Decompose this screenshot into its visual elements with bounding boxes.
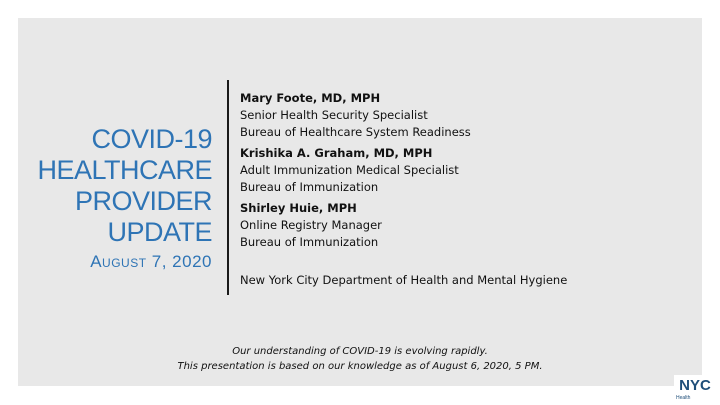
department-name: New York City Department of Health and Mental Hygiene xyxy=(240,273,568,287)
logo-subtext: Health xyxy=(676,395,691,401)
title-line-2: HEALTHCARE xyxy=(37,155,212,185)
title-line-1: COVID-19 xyxy=(91,124,212,154)
disclaimer-line-2: This presentation is based on our knowledge as of August 6, 2020, 5 PM. xyxy=(177,361,543,372)
title-line-4: UPDATE xyxy=(107,217,212,247)
speaker-bureau: Bureau of Immunization xyxy=(240,235,379,249)
speaker-role: Online Registry Manager xyxy=(240,218,382,232)
disclaimer-line-1: Our understanding of COVID-19 is evolving rapidly. xyxy=(232,346,488,357)
speaker-name: Krishika A. Graham, MD, MPH xyxy=(240,146,433,160)
slide-title xyxy=(37,124,212,248)
presentation-date: August 7, 2020 xyxy=(90,252,212,271)
speaker-item xyxy=(240,200,471,251)
logo-text: NYC xyxy=(679,377,711,394)
speaker-role: Senior Health Security Specialist xyxy=(240,108,428,122)
speaker-bureau: Bureau of Immunization xyxy=(240,180,379,194)
speaker-bureau: Bureau of Healthcare System Readiness xyxy=(240,125,471,139)
speaker-name: Shirley Huie, MPH xyxy=(240,201,357,215)
nyc-health-logo-icon xyxy=(674,375,716,401)
speaker-role: Adult Immunization Medical Specialist xyxy=(240,163,459,177)
vertical-divider xyxy=(227,80,229,295)
disclaimer xyxy=(18,344,702,374)
speaker-item xyxy=(240,90,471,141)
speaker-item xyxy=(240,145,471,196)
speaker-list xyxy=(240,90,471,255)
speaker-name: Mary Foote, MD, MPH xyxy=(240,91,381,105)
title-line-3: PROVIDER xyxy=(74,186,212,216)
